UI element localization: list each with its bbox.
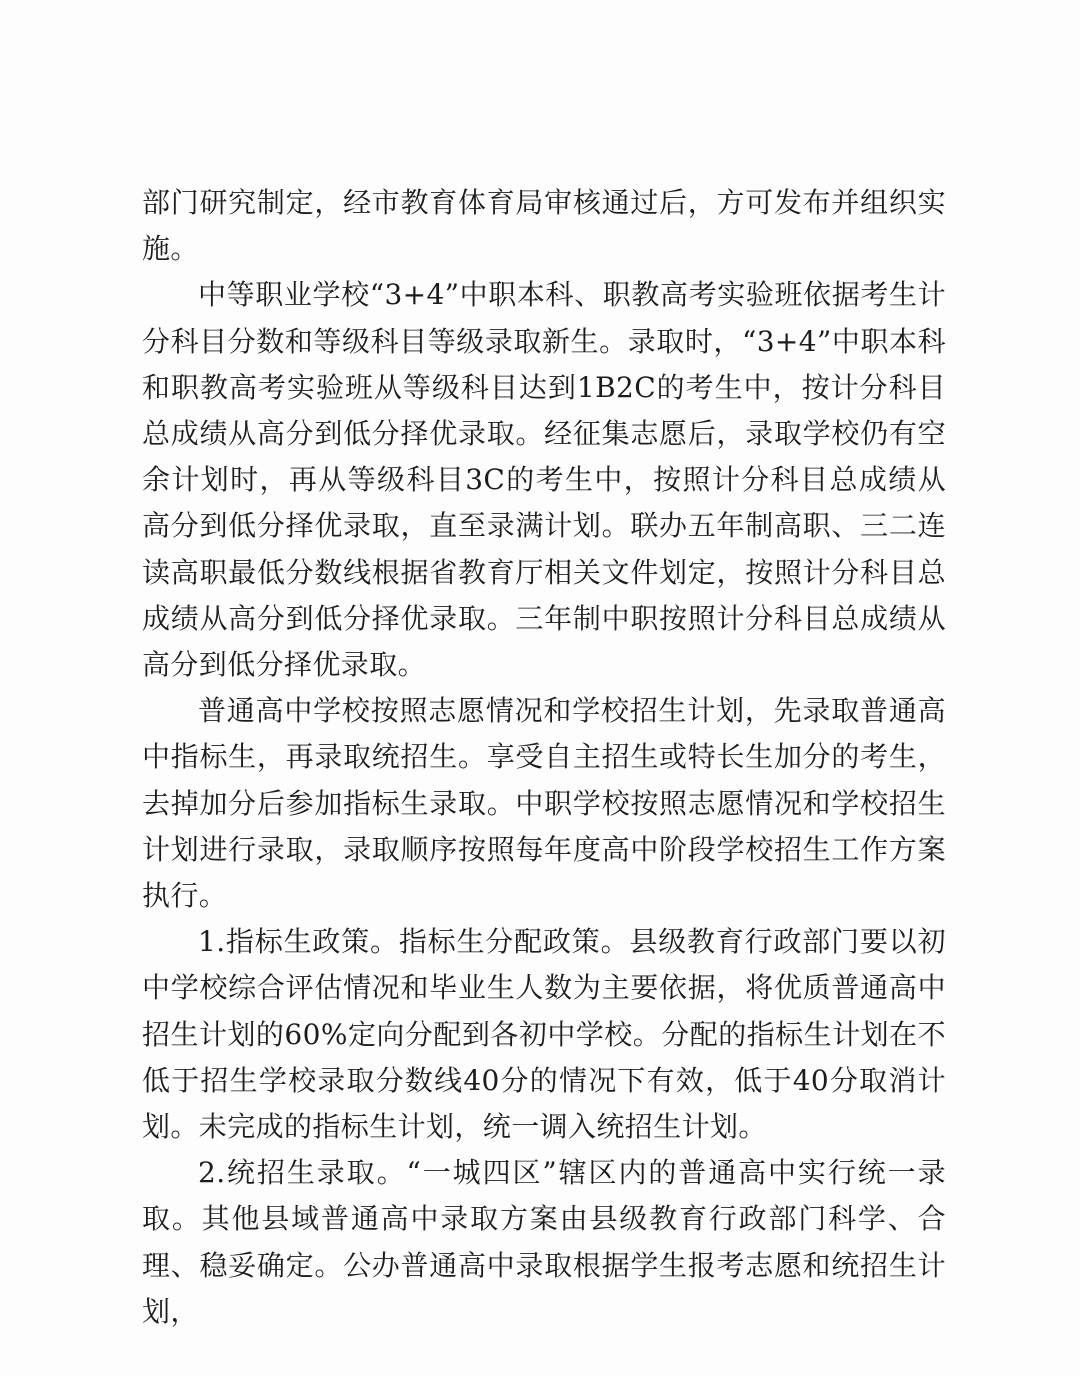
paragraph-vocational-admission: 中等职业学校“3+4”中职本科、职教高考实验班依据考生计分科目分数和等级科目等级录取新生。录取时，“3+4”中职本科和职教高考实验班从等级科目达到1B2C的考生中，按计分科目总成绩从高分到低分择优录取。经征集志愿后，录取学校仍有空余计划时，再从等级科目3C的考生中，按照计分科目总成绩从高分到低分择优录取，直至录满计划。联办五年制高职、三二连读高职最低分数线根据省教育厅相关文件划定，按照计分科目总成绩从高分到低分择优录取。三年制中职按照计分科目总成绩从高分到低分择优录取。 — [142, 278, 946, 682]
document-body — [142, 180, 946, 1335]
paragraph-unified-admission: 2.统招生录取。“一城四区”辖区内的普通高中实行统一录取。其他县域普通高中录取方案由县级教育行政部门科学、合理、稳妥确定。公办普通高中录取根据学生报考志愿和统招生计划， — [142, 1156, 946, 1328]
paragraph-continuation: 部门研究制定，经市教育体育局审核通过后，方可发布并组织实施。 — [142, 186, 946, 266]
paragraph-high-school-admission: 普通高中学校按照志愿情况和学校招生计划，先录取普通高中指标生，再录取统招生。享受自主招生或特长生加分的考生，去掉加分后参加指标生录取。中职学校按照志愿情况和学校招生计划进行录取，录取顺序按照每年度高中阶段学校招生工作方案执行。 — [142, 694, 946, 913]
paragraph-quota-policy: 1.指标生政策。指标生分配政策。县级教育行政部门要以初中学校综合评估情况和毕业生人数为主要依据，将优质普通高中招生计划的60%定向分配到各初中学校。分配的指标生计划在不低于招生学校录取分数线40分的情况下有效，低于40分取消计划。未完成的指标生计划，统一调入统招生计划。 — [142, 925, 946, 1144]
